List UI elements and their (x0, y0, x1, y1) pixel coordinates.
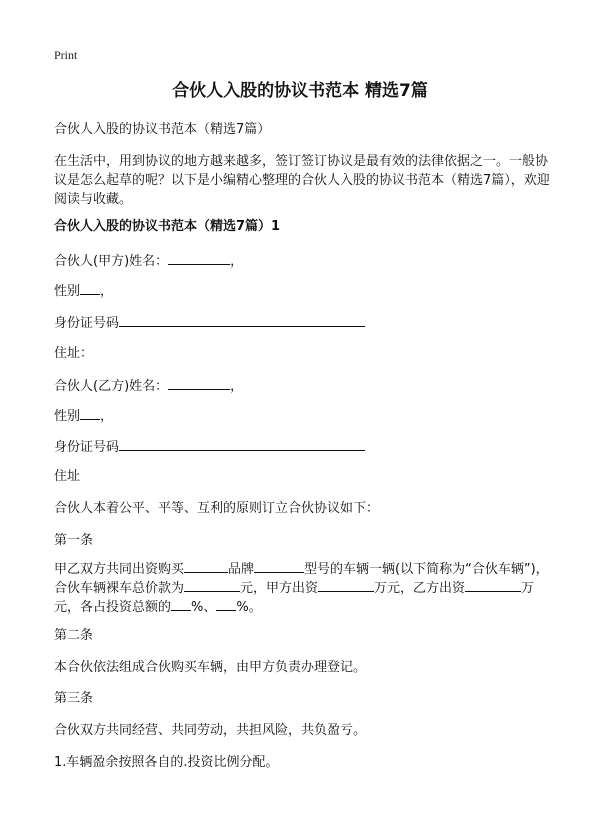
partner-a-address: 住址： (54, 346, 94, 361)
gender-label: 性别 (54, 284, 81, 299)
id-number-label: 身份证号码 (54, 316, 120, 331)
comma: ， (100, 284, 114, 299)
document-title: 合伙人入股的协议书范本 精选7篇 (172, 81, 428, 101)
partner-b-gender-line (54, 407, 113, 425)
comma: ， (100, 409, 114, 424)
partner-a-gender-line (54, 282, 113, 300)
party-a-investment-blank (318, 579, 374, 592)
article-1-text-6: 万元，各占投资总额的 (54, 581, 535, 615)
partner-a-name-label: 合伙人(甲方)姓名： (54, 254, 169, 269)
partner-b-name-label: 合伙人(乙方)姓名： (54, 379, 169, 394)
id-number-blank (119, 438, 365, 451)
article-3-title: 第三条 (54, 691, 94, 706)
id-number-blank (119, 314, 365, 327)
brand-blank (184, 560, 228, 573)
intro-paragraph: 在生活中，用到协议的地方越来越多，签订签订协议是最有效的法律依据之一。一般协议是怎么起草的呢？以下是小编精心整理的合伙人入股的协议书范本（精选7篇），欢迎阅读与收藏。 (54, 154, 550, 207)
print-label[interactable]: Print (54, 48, 78, 62)
article-1-text-1: 甲乙双方共同出资购买 (54, 562, 185, 577)
party-b-percent-blank (216, 598, 236, 611)
article-1-text-2: 品牌 (228, 562, 255, 577)
article-1-text-3: 型号的车辆一辆(以下简称为“合伙车辆”)，合伙车辆裸车总价款为 (54, 562, 549, 596)
partner-b-address: 住址 (54, 469, 81, 484)
party-a-percent-blank (171, 598, 191, 611)
gender-blank (80, 282, 100, 295)
item-1-text: 1.车辆盈余按照各自的.投资比例分配。 (54, 755, 279, 770)
article-1-title: 第一条 (54, 533, 94, 548)
comma: ， (230, 379, 244, 394)
article-1-text-5: 万元，乙方出资 (374, 581, 466, 596)
principle-text: 合伙人本着公平、平等、互利的原则订立合伙协议如下： (54, 501, 380, 516)
partner-b-name-blank (168, 377, 230, 390)
gender-label: 性别 (54, 409, 81, 424)
subtitle: 合伙人入股的协议书范本（精选7篇） (54, 122, 271, 137)
article-1-text-7: %、 (191, 600, 217, 615)
comma: ， (230, 254, 244, 269)
partner-a-name-blank (168, 252, 230, 265)
party-b-investment-blank (465, 579, 521, 592)
model-blank (254, 560, 304, 573)
article-2-text: 本合伙依法组成合伙购买车辆，由甲方负责办理登记。 (54, 660, 367, 675)
article-2-title: 第二条 (54, 628, 94, 643)
gender-blank (80, 407, 100, 420)
article-1-body (54, 560, 550, 617)
article-1-text-4: 元，甲方出资 (240, 581, 319, 596)
partner-a-name-line (54, 252, 243, 270)
article-1-text-8: %。 (236, 600, 262, 615)
id-number-label: 身份证号码 (54, 440, 120, 455)
total-price-blank (184, 579, 240, 592)
section-heading: 合伙人入股的协议书范本（精选7篇）1 (54, 219, 281, 234)
article-3-text: 合伙双方共同经营、共同劳动，共担风险，共负盈亏。 (54, 723, 367, 738)
partner-a-id-line (54, 314, 365, 332)
partner-b-id-line (54, 438, 365, 456)
partner-b-name-line (54, 377, 243, 395)
